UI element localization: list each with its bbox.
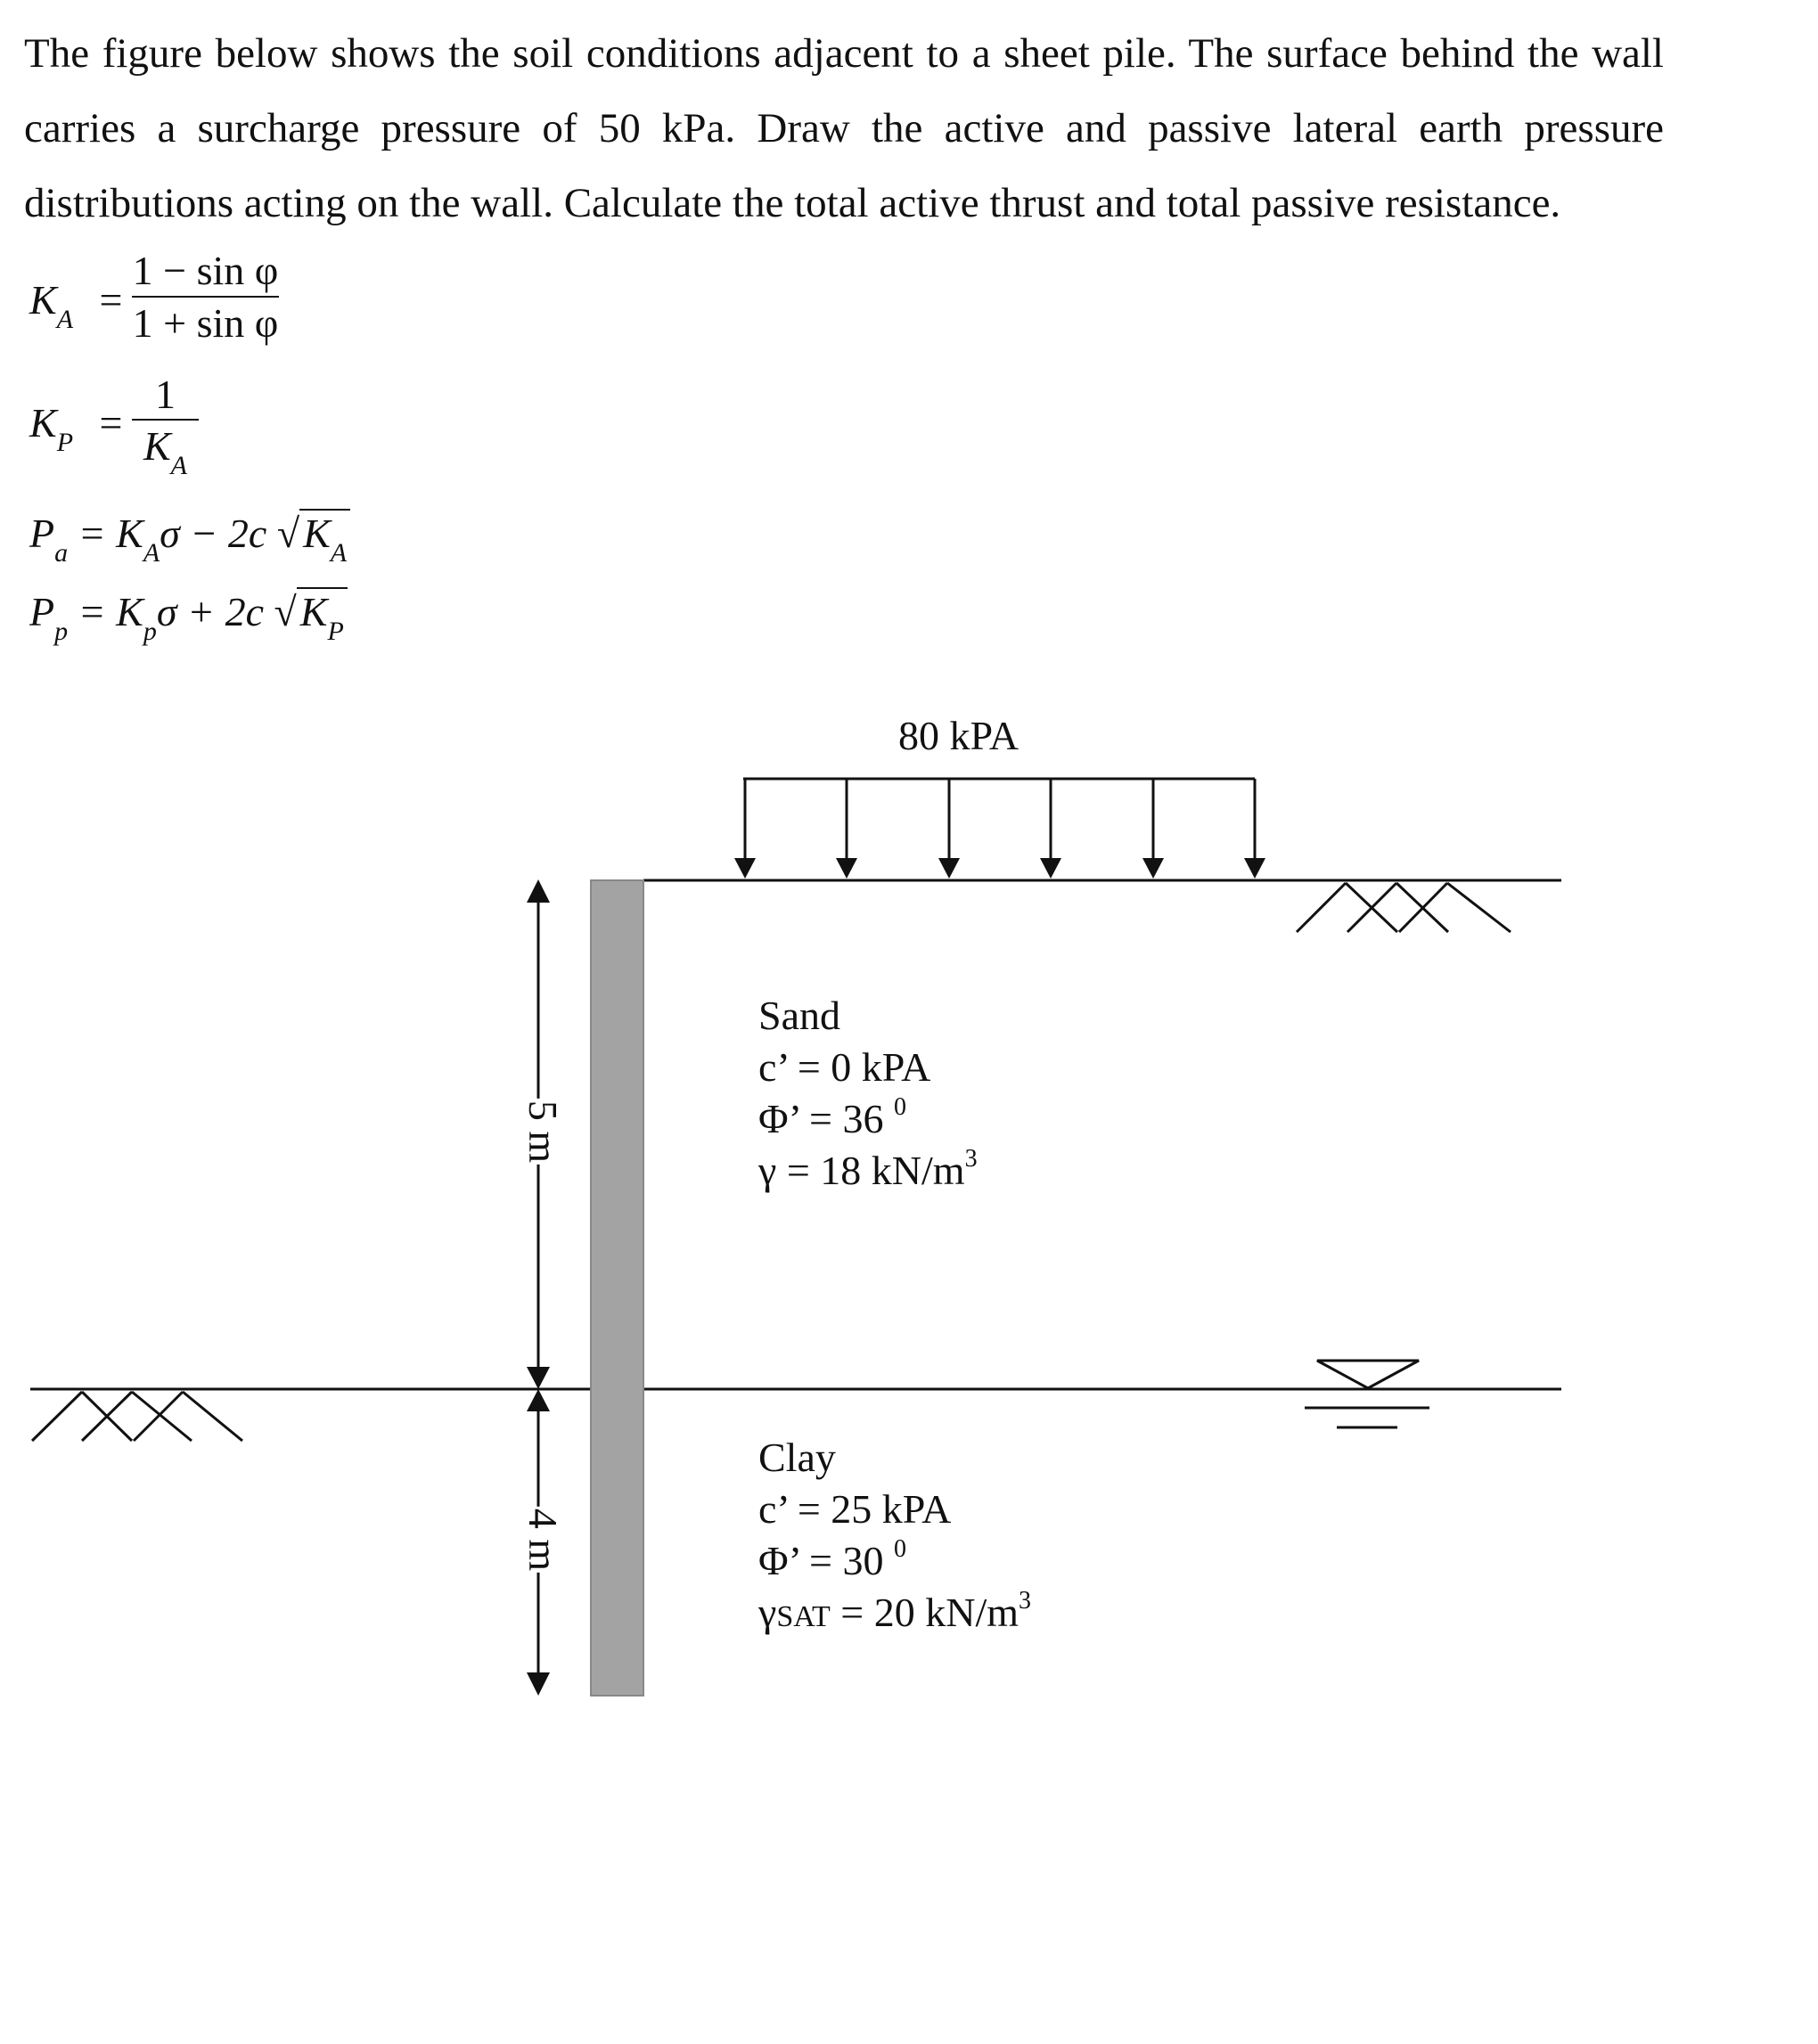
surcharge-label: 80 kPA <box>898 713 1020 758</box>
pa-formula: $P_a = K_A\sigma - 2c$ $√K_A$ <box>29 510 350 557</box>
clay-label: Clay <box>758 1435 836 1480</box>
pa-rhs-subscript: A <box>143 538 160 568</box>
kp-subscript: P <box>56 428 74 457</box>
clay-friction-angle: Φ’ = 30 $^0$ <box>758 1535 906 1583</box>
sand-unit-weight: γ = 18 $kN/m^3$ <box>758 1145 978 1193</box>
pa-radicand-subscript: A <box>330 538 348 568</box>
kp-symbol: K <box>29 400 57 446</box>
pp-rest: σ + 2c <box>156 589 264 634</box>
kp-formula: $K_P$ = <box>29 400 123 457</box>
pa-subscript: a <box>54 538 69 568</box>
pa-rhs: = K <box>78 511 143 556</box>
clay-saturated-unit-weight: γSAT = 20 $kN/m^3$ <box>758 1587 1032 1635</box>
pp-subscript: p <box>54 617 69 646</box>
surcharge-load <box>734 779 1265 879</box>
ka-denominator: 1 + sin φ <box>132 300 279 346</box>
dim-arrow-top <box>527 879 550 903</box>
problem-statement: The figure below shows the soil conditions adjacent to a sheet pile. The surface behind the wall carries a surcharge pressure of 50 kPa. Draw the active and passive lateral earth pressure distributions acting on the wall. Calculate the total active thrust and total passive resistance. <box>24 30 1664 226</box>
dimension-5m: 5 m <box>518 1099 568 1165</box>
sand-label: Sand <box>758 993 840 1038</box>
ka-numerator: 1 − sin φ <box>132 248 279 293</box>
dim-arrow-mid-down <box>527 1367 550 1389</box>
pa-symbol: P <box>29 511 55 556</box>
kp-denominator-subscript: A <box>170 451 187 480</box>
pa-rest: σ − 2c <box>160 511 267 556</box>
ground-hatch-left <box>32 1392 242 1441</box>
pp-rhs: = K <box>78 589 143 634</box>
water-table-icon <box>1305 1361 1429 1427</box>
kp-denominator: K <box>143 423 171 469</box>
pp-symbol: P <box>29 589 55 634</box>
ka-symbol: K <box>29 277 57 323</box>
sand-cohesion: c’ = 0 kPA <box>758 1044 931 1090</box>
ground-hatch-right <box>1297 883 1511 932</box>
pp-rhs-subscript: p <box>143 617 157 646</box>
sheet-pile <box>591 880 643 1696</box>
ka-subscript: A <box>56 305 74 334</box>
dim-arrow-mid-up <box>527 1389 550 1411</box>
pa-radicand: K <box>303 511 331 556</box>
sand-friction-angle: Φ’ = 36 $^0$ <box>758 1093 906 1141</box>
pp-formula: $P_p = K_p\sigma + 2c$ $√K_P$ <box>29 588 348 635</box>
clay-cohesion: c’ = 25 kPA <box>758 1486 952 1532</box>
pp-radicand-subscript: P <box>327 617 344 646</box>
dim-arrow-bottom <box>527 1672 550 1696</box>
ka-formula: $K_A$ = <box>29 277 123 334</box>
dimension-4m: 4 m <box>518 1507 568 1573</box>
pp-radicand: K <box>299 589 328 634</box>
kp-numerator: 1 <box>155 372 176 417</box>
